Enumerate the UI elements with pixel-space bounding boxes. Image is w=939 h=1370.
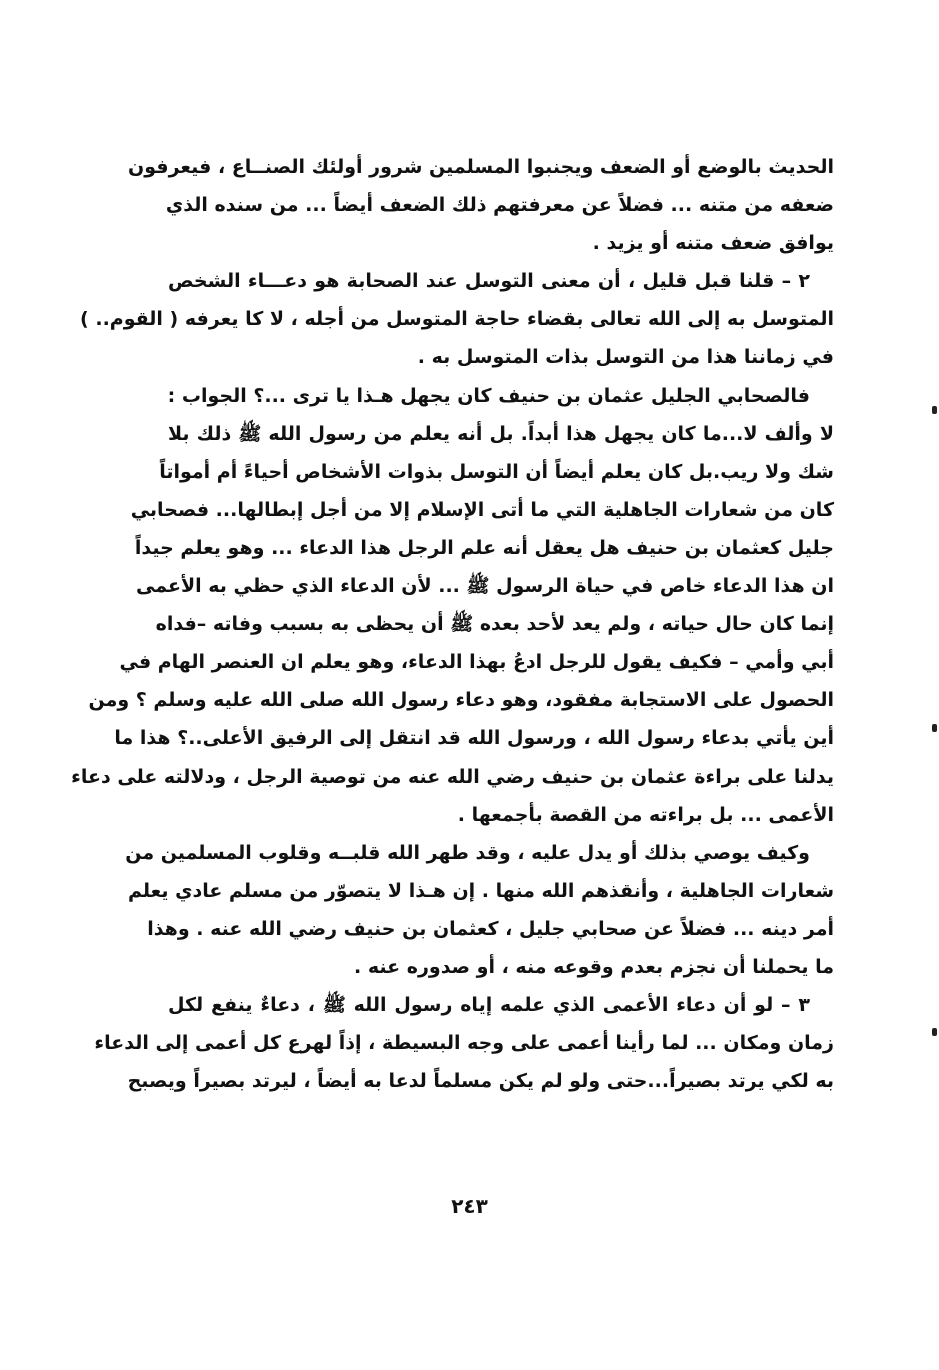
text-line: شك ولا ريب.بل كان يعلم أيضاً أن التوسل بذوات الأشخاص أحياءً أم أمواتاً (159, 460, 834, 483)
body-text (71, 148, 834, 1100)
text-line: شعارات الجاهلية ، وأنقذهم الله منها . إن هـذا لا يتصوّر من مسلم عادي يعلم (127, 879, 834, 902)
text-line: كان من شعارات الجاهلية التي ما أتى الإسلام إلا من أجل إبطالها... فصحابي (130, 498, 834, 521)
text-line: المتوسل به إلى الله تعالى بقضاء حاجة المتوسل من أجله ، لا كا يعرفه ( القوم.. ) (80, 308, 834, 331)
margin-dot (932, 1028, 937, 1036)
text-line: ضعفه من متنه ... فضلاً عن معرفتهم ذلك الضعف أيضاً ... من سنده الذي (165, 194, 834, 217)
text-line: ان هذا الدعاء خاص في حياة الرسول ﷺ ... لأن الدعاء الذي حظي به الأعمى (136, 575, 834, 598)
page-number: ٢٤٣ (451, 1194, 488, 1218)
margin-dot (932, 724, 937, 732)
text-line: الحصول على الاستجابة مفقود، وهو دعاء رسول الله صلى الله عليه وسلم ؟ ومن (88, 689, 834, 712)
text-line: زمان ومكان ... لما رأينا أعمى على وجه البسيطة ، إذاً لهرع كل أعمى إلى الدعاء (94, 1032, 834, 1055)
text-line: الحديث بالوضع أو الضعف ويجنبوا المسلمين شرور أولئك الصنــاع ، فيعرفون (128, 156, 834, 178)
text-line: وكيف يوصي بذلك أو يدل عليه ، وقد طهر الله قلبــه وقلوب المسلمين من (125, 841, 810, 864)
text-line: أمر دينه ... فضلاً عن صحابي جليل ، كعثمان بن حنيف رضي الله عنه . وهذا (147, 917, 834, 940)
text-line: في زماننا هذا من التوسل بذات المتوسل به . (417, 346, 834, 369)
text-line: إنما كان حال حياته ، ولم يعد لأحد بعده ﷺ أن يحظى به بسبب وفاته –فداه (155, 613, 834, 636)
margin-dot (932, 406, 937, 414)
text-line: الأعمى ... بل براءته من القصة بأجمعها . (457, 803, 834, 826)
text-line: جليل كعثمان بن حنيف هل يعقل أنه علم الرجل هذا الدعاء ... وهو يعلم جيداً (134, 536, 834, 559)
text-line: يوافق ضعف متنه أو يزيد . (592, 232, 834, 255)
text-line: ٣ – لو أن دعاء الأعمى الذي علمه إياه رسول الله ﷺ ، دعاءٌ ينفع لكل (168, 994, 810, 1017)
text-line: يدلنا على براءة عثمان بن حنيف رضي الله عنه من توصية الرجل ، ودلالته على دعاء (71, 765, 834, 788)
text-line: لا وألف لا...ما كان يجهل هذا أبداً. بل أنه يعلم من رسول الله ﷺ ذلك بلا (168, 422, 834, 445)
text-line: ما يحملنا أن نجزم بعدم وقوعه منه ، أو صدوره عنه . (354, 955, 834, 978)
text-line: فالصحابي الجليل عثمان بن حنيف كان يجهل هـذا يا ترى ...؟ الجواب : (167, 384, 810, 407)
text-line: أين يأتي بدعاء رسول الله ، ورسول الله قد انتقل إلى الرفيق الأعلى..؟ هذا ما (114, 727, 834, 750)
text-line: ٢ – قلنا قبل قليل ، أن معنى التوسل عند الصحابة هو دعـــاء الشخص (168, 270, 810, 293)
text-line: به لكي يرتد بصيراً...حتى ولو لم يكن مسلماً لدعا به أيضاً ، ليرتد بصيراً ويصبح (127, 1070, 834, 1093)
text-line: أبي وأمي – فكيف يقول للرجل ادعُ بهذا الدعاء، وهو يعلم ان العنصر الهام في (119, 651, 834, 674)
